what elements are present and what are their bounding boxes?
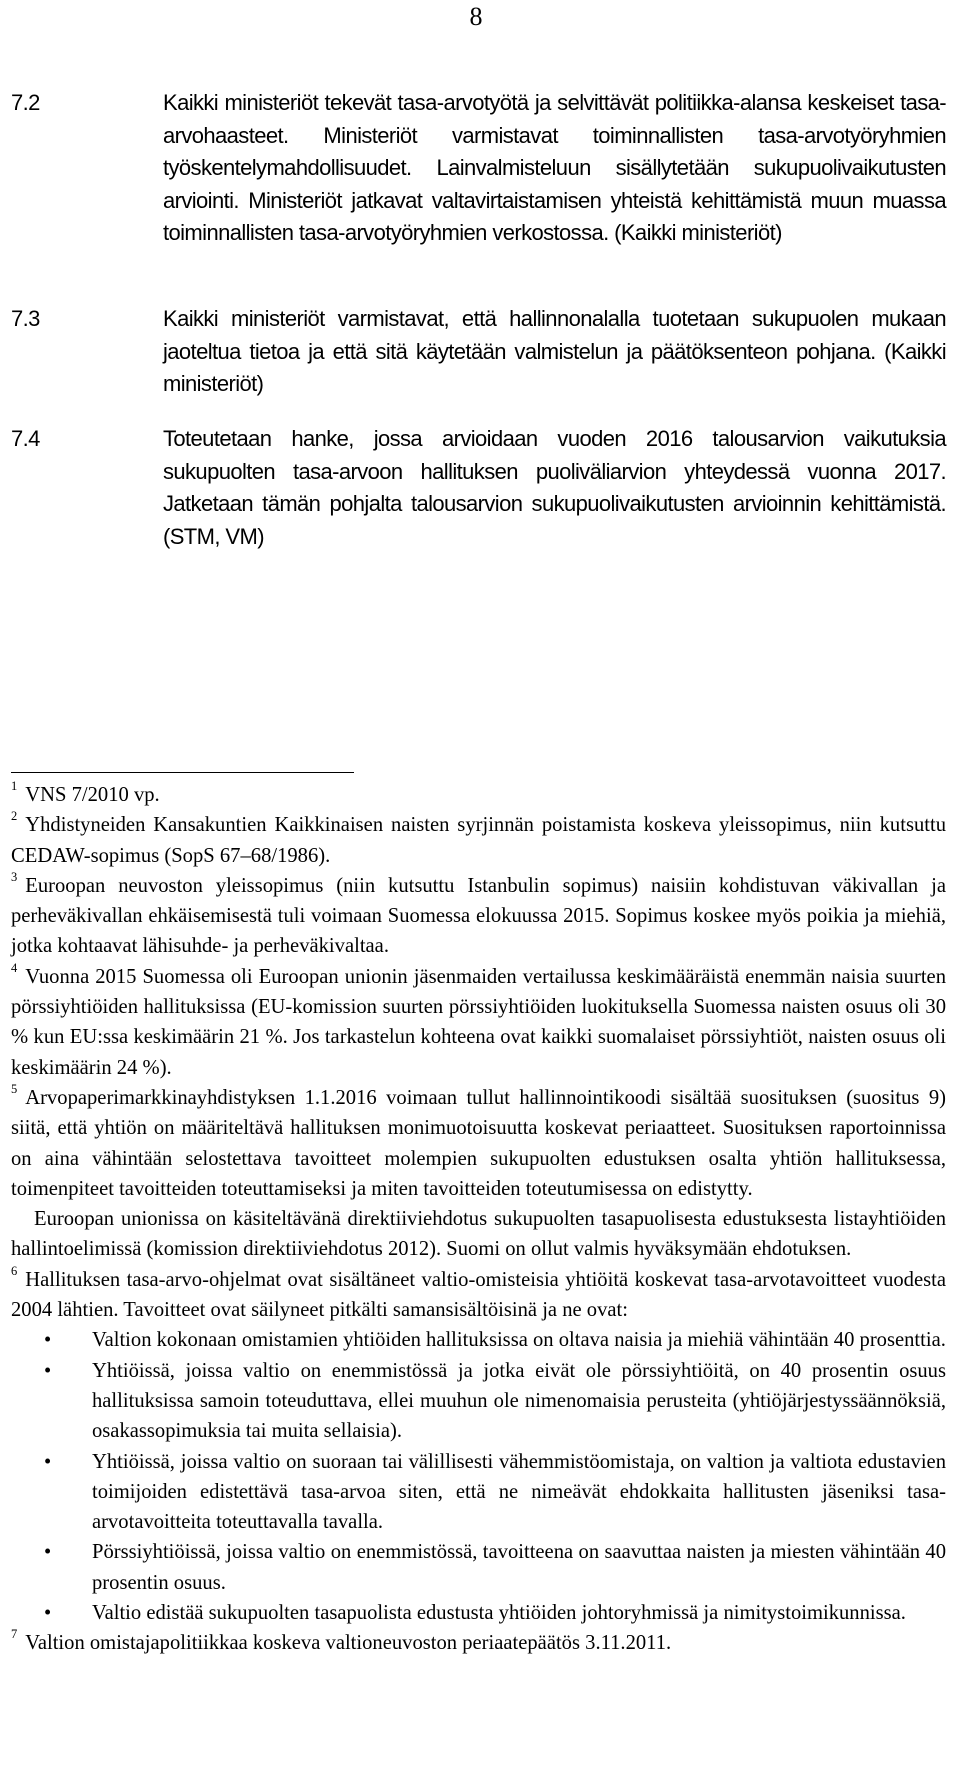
- bullet-icon: •: [44, 1329, 52, 1352]
- tasa-arvo-goals-list: [11, 1325, 946, 1628]
- list-item-text: Valtio edistää sukupuolten tasapuolista edustusta yhtiöiden johtoryhmissä ja nimitystoimikunnissa.: [92, 1602, 906, 1625]
- footnote-3: [11, 871, 946, 962]
- action-item-7-3: [11, 303, 946, 401]
- footnote-mark: 4: [11, 960, 18, 975]
- item-text: Toteutetaan hanke, jossa arvioidaan vuoden 2016 talousarvion vaikutuksia sukupuolten tasa-arvoon hallituksen puoliväliarvion yhteydessä vuonna 2017. Jatketaan tämän pohjalta talousarvion sukupuolivaikutusten arvioinnin kehittämistä. (STM, VM): [163, 426, 946, 549]
- footnote-text: Arvopaperimarkkinayhdistyksen 1.1.2016 voimaan tullut hallinnointikoodi sisältää suosituksen (suositus 9) siitä, että yhtiön on määriteltävä hallituksen monimuotoisuutta koskevat periaatteet. Suosituksen raportoinnissa on aina vähintään selostettava tavoitteet molempien sukupuolten edustuksen osalta yhtiön hallituksessa, toimenpiteet tavoitteiden toteuttamiseksi ja miten tavoitteiden toteutumisessa on edistytty.: [11, 1086, 946, 1200]
- footnote-5: [11, 1083, 946, 1204]
- item-number: 7.4: [11, 426, 40, 451]
- footnote-mark: 6: [11, 1263, 18, 1278]
- list-item-text: Valtion kokonaan omistamien yhtiöiden hallituksissa on oltava naisia ja miehiä vähintään 40 prosenttia.: [92, 1329, 946, 1352]
- bullet-icon: •: [44, 1602, 52, 1625]
- list-item-text: Yhtiöissä, joissa valtio on enemmistössä ja jotka eivät ole pörssiyhtiöitä, on 40 prosentin osuus hallituksissa samoin toteuduttava, ellei muuhun ole nimenomaisia perusteita (yhtiöjärjestyssäännöksiä, osakassopimuksia tai muita sellaisia).: [92, 1359, 946, 1443]
- footnote-text: Hallituksen tasa-arvo-ohjelmat ovat sisältäneet valtio-omisteisia yhtiöitä koskevat tasa-arvotavoitteet vuodesta 2004 lähtien. Tavoitteet ovat säilyneet pitkälti samansisältöisinä ja ne ovat:: [11, 1268, 946, 1322]
- item-number: 7.2: [11, 90, 40, 115]
- bullet-icon: •: [44, 1450, 52, 1473]
- footnote-mark: 2: [11, 809, 18, 824]
- action-item-7-4: [11, 423, 946, 553]
- list-item-text: Yhtiöissä, joissa valtio on suoraan tai välillisesti vähemmistöomistaja, on valtion ja valtiota edustavien toimijoiden edistettävä tasa-arvoa siten, että ne nimeävät ehdokkaita hallitusten jäseniksi tasa-arvotavoitteita toteuttavalla tavalla.: [92, 1450, 946, 1534]
- item-number: 7.3: [11, 306, 40, 331]
- bullet-icon: •: [44, 1541, 52, 1564]
- item-text: Kaikki ministeriöt tekevät tasa-arvotyötä ja selvittävät politiikka-alansa keskeiset tasa-arvohaasteet. Ministeriöt varmistavat toiminnallisten tasa-arvotyöryhmien työskentelymahdollisuudet. Lainvalmisteluun sisällytetään sukupuolivaikutusten arviointi. Ministeriöt jatkavat valtavirtaistamisen yhteistä kehittämistä muun muassa toiminnallisten tasa-arvotyöryhmien verkostossa. (Kaikki ministeriöt): [163, 90, 946, 245]
- item-text: Kaikki ministeriöt varmistavat, että hallinnonalalla tuotetaan sukupuolen mukaan jaoteltua tietoa ja että sitä käytetään valmistelun ja päätöksenteon pohjana. (Kaikki ministeriöt): [163, 306, 946, 396]
- footnote-text: Valtion omistajapolitiikkaa koskeva valtioneuvoston periaatepäätös 3.11.2011.: [25, 1632, 672, 1655]
- footnote-mark: 3: [11, 870, 18, 885]
- list-item-text: Pörssiyhtiöissä, joissa valtio on enemmistössä, tavoitteena on saavuttaa naisten ja miesten vähintään 40 prosentin osuus.: [92, 1541, 946, 1594]
- footnote-5-continuation: Euroopan unionissa on käsiteltävänä direktiiviehdotus sukupuolten tasapuolisesta edustuksesta listayhtiöiden hallintoelimissä (komission direktiiviehdotus 2012). Suomi on ollut valmis hyväksymään ehdotuksen.: [11, 1208, 946, 1261]
- footnote-mark: 1: [11, 779, 18, 794]
- list-item: [11, 1325, 946, 1355]
- footnote-text: VNS 7/2010 vp.: [25, 784, 160, 806]
- list-item: [11, 1598, 946, 1628]
- footnote-6: [11, 1265, 946, 1326]
- list-item: [11, 1447, 946, 1538]
- footnote-mark: 7: [11, 1627, 18, 1642]
- page-number: 8: [469, 2, 483, 31]
- footnote-text: Vuonna 2015 Suomessa oli Euroopan unionin jäsenmaiden vertailussa keskimääräistä enemmän naisia suurten pörssiyhtiöiden hallituksissa (EU-komission suurten pörssiyhtiöiden luokituksella Suomessa naisten osuus oli 30 % kun EU:ssa keskimäärin 21 %. Jos tarkastelun kohteena ovat kaikki suomalaiset pörssiyhtiöt, naisten osuus oli keskimäärin 24 %).: [11, 965, 946, 1079]
- action-item-7-2: [11, 87, 946, 250]
- footnote-4: [11, 962, 946, 1083]
- bullet-icon: •: [44, 1359, 52, 1382]
- list-item: [11, 1356, 946, 1447]
- footnote-separator: [11, 772, 354, 773]
- list-item: [11, 1537, 946, 1598]
- footnote-text: Euroopan neuvoston yleissopimus (niin kutsuttu Istanbulin sopimus) naisiin kohdistuvan väkivallan ja perheväkivallan ehkäisemisestä tuli voimaan Suomessa elokuussa 2015. Sopimus koskee myös poikia ja miehiä, jotka kohtaavat lähisuhde- ja perheväkivaltaa.: [11, 874, 946, 958]
- footnote-1: [11, 780, 946, 810]
- footnote-2: [11, 810, 946, 871]
- footnotes: [11, 780, 946, 1659]
- footnote-7: [11, 1628, 946, 1658]
- footnote-text: Yhdistyneiden Kansakuntien Kaikkinaisen naisten syrjinnän poistamista koskeva yleissopimus, niin kutsuttu CEDAW-sopimus (SopS 67–68/1986).: [11, 814, 946, 867]
- footnote-mark: 5: [11, 1082, 18, 1097]
